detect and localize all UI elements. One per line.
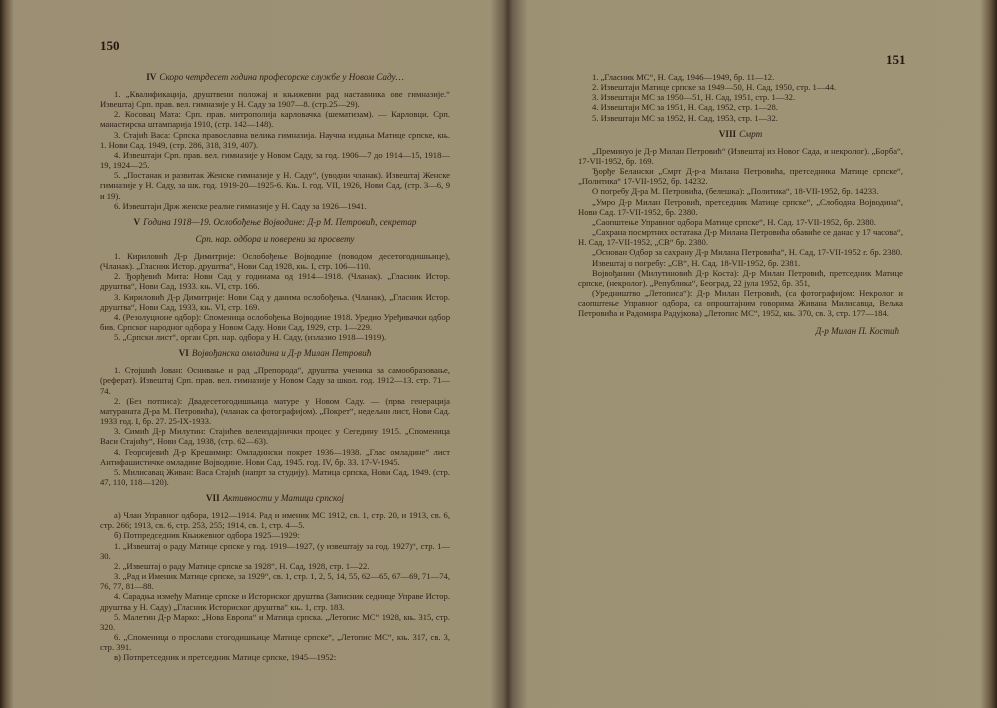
reference-item: 1. Стојшић Јован: Оснивање и рад „Препорода“, друштва ученика за самообразовање, (реферат). Извештај Срп. прав. вел. гимназије у Новом Саду за школ. год. 1912—13. стр. 71—74. (100, 365, 450, 396)
section-vi (100, 348, 450, 487)
reference-item: 3. Стајић Васа: Српска православна велика гимназија. Научна издања Матице српске, књ. 1. Нови Сад. 1949, (стр. 286, 318, 319, 407). (100, 129, 450, 150)
reference-item: „Основан Одбор за сахрану Д-р Милана Петровића“, Н. Сад, 17-VII-1952 г. бр. 2380. (592, 247, 903, 258)
page-number: 150 (100, 38, 120, 53)
left-page-content (100, 66, 450, 667)
section-title: Смрт (739, 128, 763, 139)
reference-item: 1. „Извештај о раду Матице српске у год. 1919—1927, (у извештају за год. 1927)“, стр. 1—30. (100, 540, 450, 561)
section-iv (100, 72, 450, 211)
right-page-content (578, 72, 903, 337)
reference-item: 3. Симић Д-р Милутин: Стајићев велеиздајнички процес у Сегедину 1915. „Споменица Васи Стајићу“, Нови Сад, 1938, (стр. 62—63). (100, 426, 450, 447)
reference-item: 4. Сарадња између Матице српске и Историског друштва (Записник седнице Управе Истор. друштва у Н. Саду) „Гласник Историског друштва“ књ. 1, стр. 183. (100, 591, 450, 612)
section-vii (100, 493, 450, 662)
reference-item: а) Члан Управног одбора, 1912—1914. Рад и именик МС 1912, св. 1, стр. 20, и 1913, св. 6, стр. 266; 1913, св. 6, стр. 253, 255; 1914, св. 1, стр. 4—5. (100, 510, 450, 531)
reference-item: Извештај о погребу: „СВ“, Н. Сад. 18-VII-1952, бр. 2381. (592, 257, 801, 268)
section-number: VII (205, 493, 220, 504)
reference-item: 1. „Квалификација, друштвени положај и књижевни рад наставника ове гимназије.“ Извештај Срп. прав. вел. гимназије у Н. Саду за 1907—8. (стр.25—29). (100, 89, 450, 110)
reference-item: 5. „Постанак и развитак Женске гимназије у Н. Саду“, (уводни чланак). Извештај Женске гимназије у Н. Саду, за шк. год. 1919-20—1925-6. Књ. I. год. VII, 1926, Нови Сад, (стр. 3—6, 9 и 19). (100, 170, 450, 201)
reference-item: 2. Извештаји Матице српске за 1949—50, Н. Сад, 1950, стр. 1—44. (592, 82, 837, 93)
reference-item: б) Потпредседник Књижевног одбора 1925—1929: (114, 530, 300, 541)
right-page (508, 0, 997, 708)
section-title: Скоро четрдесет година професорске службе у Новом Саду… (159, 72, 404, 82)
section-heading (578, 129, 903, 140)
reference-item: 2. Косовац Мата: Срп. прав. митрополија карловачка (шематизам). — Карловци. Срп. манастирска штампарија 1910, (стр. 142—148). (100, 109, 450, 130)
reference-item: „Преминуо је Д-р Милан Петровић“ (Извештај из Новог Сада, и некролог). „Борба“, 17-VII-1952, бр. 169. (578, 145, 903, 166)
reference-item: 6. „Споменица о прослави стогодишњице Матице српске“, „Летопис МС“, књ. 317, св. 3, стр. 391. (100, 632, 450, 653)
reference-item: 2. Ђорђевић Мита: Нови Сад у годинама од 1914—1918. (Чланак). „Гласник Истор. друштва“, Нови Сад, 1933. књ. VI, стр. 166. (100, 271, 450, 292)
reference-item: Ђорђе Белански „Смрт Д-р-а Милана Петровића, претседника Матице српске“, „Политика“ 17-VII-1952, бр. 14232. (578, 166, 903, 187)
section-heading (100, 348, 450, 359)
section-subtitle: Срп. нар. одбора и поверени за просвету (195, 233, 355, 244)
reference-item: 4. Извештаји МС за 1951, Н. Сад, 1952, стр. 1—28. (592, 102, 778, 113)
reference-item: Војвођанин (Милутиновић Д-р Коста): Д-р Милан Петровић, претседник Матице српске, (некролог). „Република“, Београд, 22 јула 1952, бр. 351, (578, 267, 903, 288)
reference-item: 1. Кириловић Д-р Димитрије: Ослобођење Војводине (поводом десетогодишњице), (Чланак). „Гласник Истор. друштва“, Нови Сад 1928, књ. I, стр. 106—110. (100, 250, 450, 272)
reference-item: в) Потпретседник и претседник Матице српске, 1945—1952: (114, 652, 337, 663)
reference-item: 5. Малетин Д-р Марко: „Нова Европа“ и Матица српска. „Летопис МС“ 1928, књ. 315, стр. 320. (100, 611, 450, 632)
reference-item: 4. Георгијевић Д-р Крешимир: Омладински покрет 1936—1938. „Глас омладине“ лист Антифашистичке омладине Војводине. Нови Сад, 1945. год. IV, бр. 33. 17-V-1945. (100, 446, 450, 467)
reference-item: 3. Извештаји МС за 1950—51, Н. Сад, 1951, стр. 1—32. (592, 92, 796, 103)
reference-item: 4. (Резолуционе одбор): Споменица ослобођења Војводине 1918. Уредио Уређивачки одбор бив. Српског народног одбора у Новом Саду. Нови Сад, 1929, стр. 1—229. (100, 311, 450, 332)
author-signature: Д-р Милан П. Костић (815, 326, 899, 337)
reference-item: 6. Извештаји Држ женске реалне гимназије у Н. Саду за 1926—1941. (114, 200, 367, 211)
section-number: VI (178, 348, 189, 359)
reference-item: 3. Кириловић Д-р Димитрије: Нови Сад у данима ослобођења. (Чланак), „Гласник Истор. друштва“, Нови Сад, 1933, књ. VI, стр. 169. (100, 291, 450, 312)
reference-item: 1. „Гласник МС“, Н. Сад, 1946—1949, бр. 11—12. (592, 72, 775, 82)
section-number: IV (146, 72, 157, 82)
reference-item: 2. „Извештај о раду Матице српске за 1928“, Н. Сад, 1928, стр. 1—22. (114, 560, 370, 571)
reference-item: 5. Милисавац Живан: Васа Стајић (напрт за студију). Матица српска, Нови Сад, 1949. (стр. 47, 110, 118—120). (100, 466, 450, 487)
reference-item: „Умро Д-р Милан Петровић, претседник Матице српске“, „Слободна Војводина“, Нови Сад. 17-VII-1952, бр. 2380. (578, 196, 903, 217)
section-title: Активности у Матици српској (222, 493, 345, 504)
section-viii (578, 129, 903, 319)
reference-item: О погребу Д-ра М. Петровића, (белешка): „Политика“, 18-VII-1952, бр. 14233. (592, 186, 879, 197)
reference-item: 2. (Без потписа): Двадесетогодишњица матуре у Новом Саду. — (прва генерација матураната Д-ра М. Петровића), (чланак са фотографијом). „Покрет“, недељни лист, Нови Сад. 1933 год. I, бр. 27. 25-IX-1933. (100, 395, 450, 427)
section-v (100, 217, 450, 342)
reference-item: „Сахрана посмртних остатака Д-р Милана Петровића обавиће се данас у 17 часова“, Н. Сад, 17-VII-1952, „СВ“ бр. 2380. (578, 227, 903, 248)
section-heading (100, 72, 450, 83)
section-title: Година 1918—19. Ослобођење Војводине: Д-р М. Петровић, секретар (143, 216, 417, 227)
reference-item: 5. „Српски лист“, орган Срп. нар. одбора у Н. Саду, (излазио 1918—1919). (114, 332, 387, 343)
reference-item: 5. Извештаји МС за 1952, Н. Сад, 1953, стр. 1—32. (592, 112, 778, 123)
section-number: VIII (718, 128, 737, 139)
section-title: Војвођанска омладина и Д-р Милан Петровић (191, 348, 372, 359)
section-number: V (133, 216, 141, 227)
reference-item: „Саопштење Управног одбора Матице српске“, Н. Сад. 17-VII-1952, бр. 2380. (592, 216, 876, 227)
continued-list (578, 72, 903, 123)
section-heading (100, 217, 450, 228)
reference-item: (Уредништво „Летописа“): Д-р Милан Петровић, (са фотографијом: Некролог и саопштење Управног одбора, са опроштајним говорима Живана Милисавца, Вељка Петровића и Радомира Радујкова) „Летопис МС“, 1952, књ. 370, св. 3, стр. 177—184. (578, 287, 903, 319)
reference-item: 4. Извештаји Срп. прав. вел. гимназије у Новом Саду, за год. 1906—7 до 1914—15, 1918—19, 1924—25. (100, 149, 450, 171)
reference-item: 3. „Рад и Именик Матице српске, за 1929“, св. 1, стр. 1, 2, 5, 14, 55, 62—65, 67—69, 71—74, 76, 77, 81—88. (100, 571, 450, 592)
section-heading (100, 493, 450, 504)
page-number: 151 (886, 52, 906, 67)
